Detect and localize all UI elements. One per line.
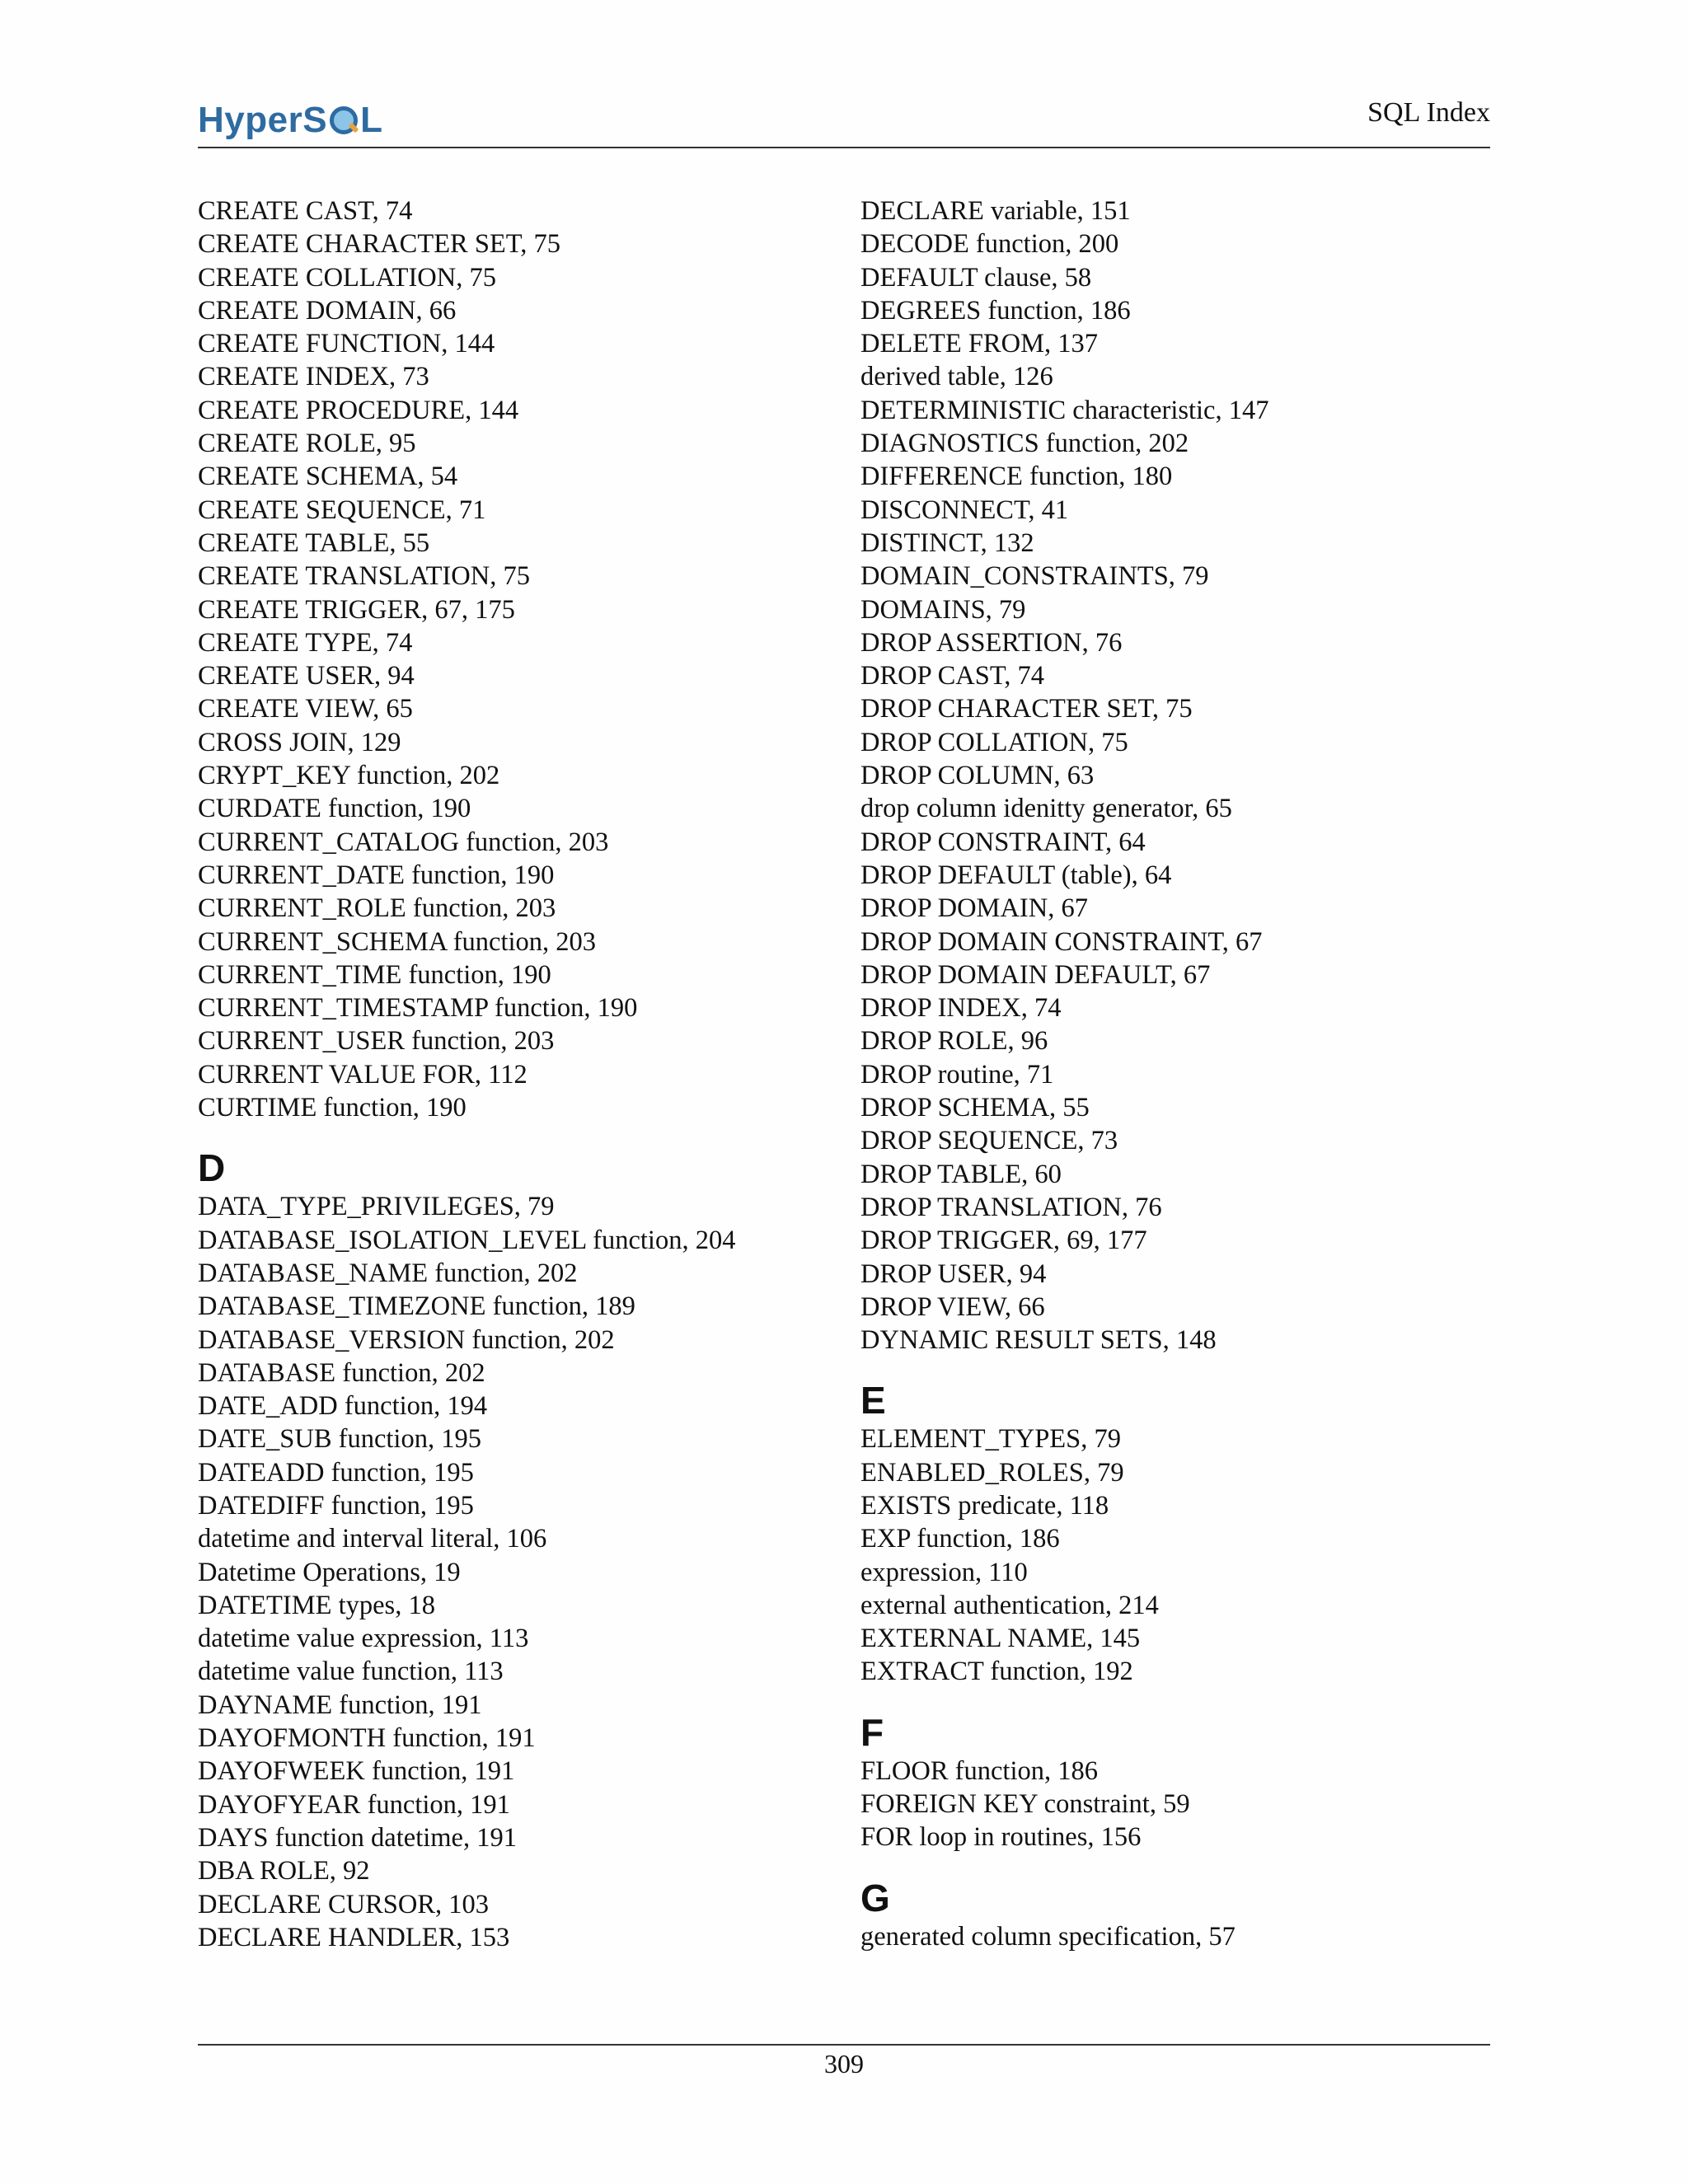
magnifier-icon xyxy=(328,105,359,136)
index-entry: CURRENT_SCHEMA function, 203 xyxy=(198,926,597,957)
index-entry: DATETIME types, 18 xyxy=(198,1590,435,1620)
index-entry: DROP TRANSLATION, 76 xyxy=(860,1192,1162,1222)
index-entry: DATABASE_ISOLATION_LEVEL function, 204 xyxy=(198,1225,736,1255)
index-entry: DROP ASSERTION, 76 xyxy=(860,627,1123,658)
index-entry: CREATE ROLE, 95 xyxy=(198,429,416,459)
index-entry: CREATE TYPE, 74 xyxy=(198,627,413,658)
index-entry: CREATE TRIGGER, 67, 175 xyxy=(198,594,515,625)
index-entry: EXTRACT function, 192 xyxy=(860,1657,1133,1687)
index-entry: datetime value function, 113 xyxy=(198,1657,504,1687)
index-entry: DISCONNECT, 41 xyxy=(860,494,1069,525)
index-entry: DIAGNOSTICS function, 202 xyxy=(860,429,1189,459)
index-entry: ELEMENT_TYPES, 79 xyxy=(860,1424,1121,1455)
index-entry: DECLARE HANDLER, 153 xyxy=(198,1922,510,1952)
index-entry: DROP TRIGGER, 69, 177 xyxy=(860,1226,1147,1256)
index-entry: DATE_ADD function, 194 xyxy=(198,1391,488,1422)
index-entry: CURRENT_TIMESTAMP function, 190 xyxy=(198,993,638,1024)
index-entry: Datetime Operations, 19 xyxy=(198,1557,461,1587)
index-entry: DROP TABLE, 60 xyxy=(860,1159,1062,1189)
index-entry: DROP ROLE, 96 xyxy=(860,1026,1048,1057)
index-entry: DROP COLLATION, 75 xyxy=(860,727,1128,757)
page-header xyxy=(198,91,1490,148)
index-entry: EXTERNAL NAME, 145 xyxy=(860,1624,1141,1654)
index-entry: CREATE INDEX, 73 xyxy=(198,362,429,392)
index-entry: external authentication, 214 xyxy=(860,1590,1159,1620)
index-entry: DECLARE variable, 151 xyxy=(860,196,1131,226)
index-entry: CREATE SEQUENCE, 71 xyxy=(198,494,486,525)
index-entry: DISTINCT, 132 xyxy=(860,527,1034,558)
index-entry: expression, 110 xyxy=(860,1557,1028,1587)
index-entry: DOMAIN_CONSTRAINTS, 79 xyxy=(860,561,1209,592)
index-entry: DOMAINS, 79 xyxy=(860,594,1026,625)
index-entry: CURRENT_CATALOG function, 203 xyxy=(198,827,609,857)
logo-text-l: L xyxy=(360,100,383,140)
index-entry: DATABASE function, 202 xyxy=(198,1357,485,1388)
index-entry: DROP DEFAULT (table), 64 xyxy=(860,860,1172,890)
index-entry: CREATE TRANSLATION, 75 xyxy=(198,561,530,592)
index-entry: CRYPT_KEY function, 202 xyxy=(198,761,500,791)
index-entry: DROP COLUMN, 63 xyxy=(860,761,1095,791)
index-entry: CREATE FUNCTION, 144 xyxy=(198,329,495,359)
index-entry: DROP CONSTRAINT, 64 xyxy=(860,827,1146,857)
index-letter-heading: F xyxy=(860,1710,884,1754)
index-entry: DROP DOMAIN CONSTRAINT, 67 xyxy=(860,926,1263,957)
index-entry: CROSS JOIN, 129 xyxy=(198,727,401,757)
index-entry: CURRENT_TIME function, 190 xyxy=(198,959,551,990)
hypersql-logo xyxy=(198,96,382,145)
index-entry: DEFAULT clause, 58 xyxy=(860,262,1092,293)
index-entry: DATABASE_VERSION function, 202 xyxy=(198,1324,615,1355)
index-entry: CREATE CAST, 74 xyxy=(198,196,413,226)
header-rule xyxy=(198,147,1490,148)
index-entry: DROP SCHEMA, 55 xyxy=(860,1093,1090,1123)
page-number: 309 xyxy=(824,2049,864,2079)
index-entry: DROP CHARACTER SET, 75 xyxy=(860,694,1193,724)
index-entry: DATABASE_NAME function, 202 xyxy=(198,1258,578,1288)
index-entry: CREATE CHARACTER SET, 75 xyxy=(198,229,560,260)
index-entry: DATEDIFF function, 195 xyxy=(198,1490,474,1521)
index-entry: DECLARE CURSOR, 103 xyxy=(198,1889,490,1919)
index-entry: CURRENT_DATE function, 190 xyxy=(198,860,555,890)
index-entry: CREATE VIEW, 65 xyxy=(198,694,413,724)
index-entry: DAYOFWEEK function, 191 xyxy=(198,1756,515,1787)
logo-text-s: S xyxy=(302,100,328,140)
index-entry: ENABLED_ROLES, 79 xyxy=(860,1457,1124,1488)
index-entry: EXISTS predicate, 118 xyxy=(860,1490,1109,1521)
index-entry: FLOOR function, 186 xyxy=(860,1755,1098,1786)
index-entry: EXP function, 186 xyxy=(860,1524,1060,1554)
logo-text-hyper: Hyper xyxy=(198,100,303,140)
index-letter-heading: G xyxy=(860,1876,890,1919)
index-entry: DROP CAST, 74 xyxy=(860,661,1045,691)
index-entry: FOREIGN KEY constraint, 59 xyxy=(860,1789,1190,1820)
index-entry: drop column idenitty generator, 65 xyxy=(860,794,1232,824)
index-entry: DECODE function, 200 xyxy=(860,229,1119,260)
index-entry: DETERMINISTIC characteristic, 147 xyxy=(860,395,1269,425)
index-entry: DAYNAME function, 191 xyxy=(198,1690,482,1720)
index-entry: DIFFERENCE function, 180 xyxy=(860,462,1173,492)
index-entry: DROP routine, 71 xyxy=(860,1059,1054,1090)
index-entry: DAYOFMONTH function, 191 xyxy=(198,1723,536,1754)
index-entry: CREATE COLLATION, 75 xyxy=(198,262,496,293)
index-entry: CREATE PROCEDURE, 144 xyxy=(198,395,519,425)
index-entry: DROP DOMAIN, 67 xyxy=(860,893,1088,924)
running-title: SQL Index xyxy=(1367,97,1490,128)
index-entry: CREATE DOMAIN, 66 xyxy=(198,295,457,326)
index-entry: DATA_TYPE_PRIVILEGES, 79 xyxy=(198,1192,555,1222)
index-entry: datetime value expression, 113 xyxy=(198,1624,529,1654)
index-entry: DBA ROLE, 92 xyxy=(198,1856,370,1886)
index-entry: DATE_SUB function, 195 xyxy=(198,1424,481,1455)
index-entry: CREATE USER, 94 xyxy=(198,661,415,691)
index-entry: DROP VIEW, 66 xyxy=(860,1291,1045,1322)
index-entry: CURRENT_ROLE function, 203 xyxy=(198,893,556,924)
index-entry: CURRENT VALUE FOR, 112 xyxy=(198,1059,528,1090)
index-letter-heading: E xyxy=(860,1379,886,1422)
index-entry: FOR loop in routines, 156 xyxy=(860,1822,1142,1853)
index-entry: DAYOFYEAR function, 191 xyxy=(198,1789,510,1820)
index-entry: DATABASE_TIMEZONE function, 189 xyxy=(198,1291,635,1322)
index-entry: DROP DOMAIN DEFAULT, 67 xyxy=(860,959,1211,990)
index-entry: CURDATE function, 190 xyxy=(198,794,471,824)
index-entry: DEGREES function, 186 xyxy=(860,295,1131,326)
index-entry: generated column specification, 57 xyxy=(860,1921,1236,1952)
index-entry: derived table, 126 xyxy=(860,362,1053,392)
index-letter-heading: D xyxy=(198,1146,226,1190)
index-entry: CURRENT_USER function, 203 xyxy=(198,1026,555,1057)
index-entry: CREATE TABLE, 55 xyxy=(198,527,430,558)
index-column-left xyxy=(198,194,841,1954)
index-entry: DROP USER, 94 xyxy=(860,1258,1047,1289)
index-entry: DATEADD function, 195 xyxy=(198,1457,474,1488)
index-entry: datetime and interval literal, 106 xyxy=(198,1524,547,1554)
index-entry: DYNAMIC RESULT SETS, 148 xyxy=(860,1325,1217,1356)
index-column-right xyxy=(860,194,1490,1953)
index-entry: DAYS function datetime, 191 xyxy=(198,1822,517,1853)
index-entry: DROP INDEX, 74 xyxy=(860,993,1062,1024)
index-entry: CURTIME function, 190 xyxy=(198,1093,467,1123)
footer-rule xyxy=(198,2044,1490,2046)
index-entry: DELETE FROM, 137 xyxy=(860,329,1098,359)
index-entry: DROP SEQUENCE, 73 xyxy=(860,1126,1118,1156)
index-entry: CREATE SCHEMA, 54 xyxy=(198,462,458,492)
